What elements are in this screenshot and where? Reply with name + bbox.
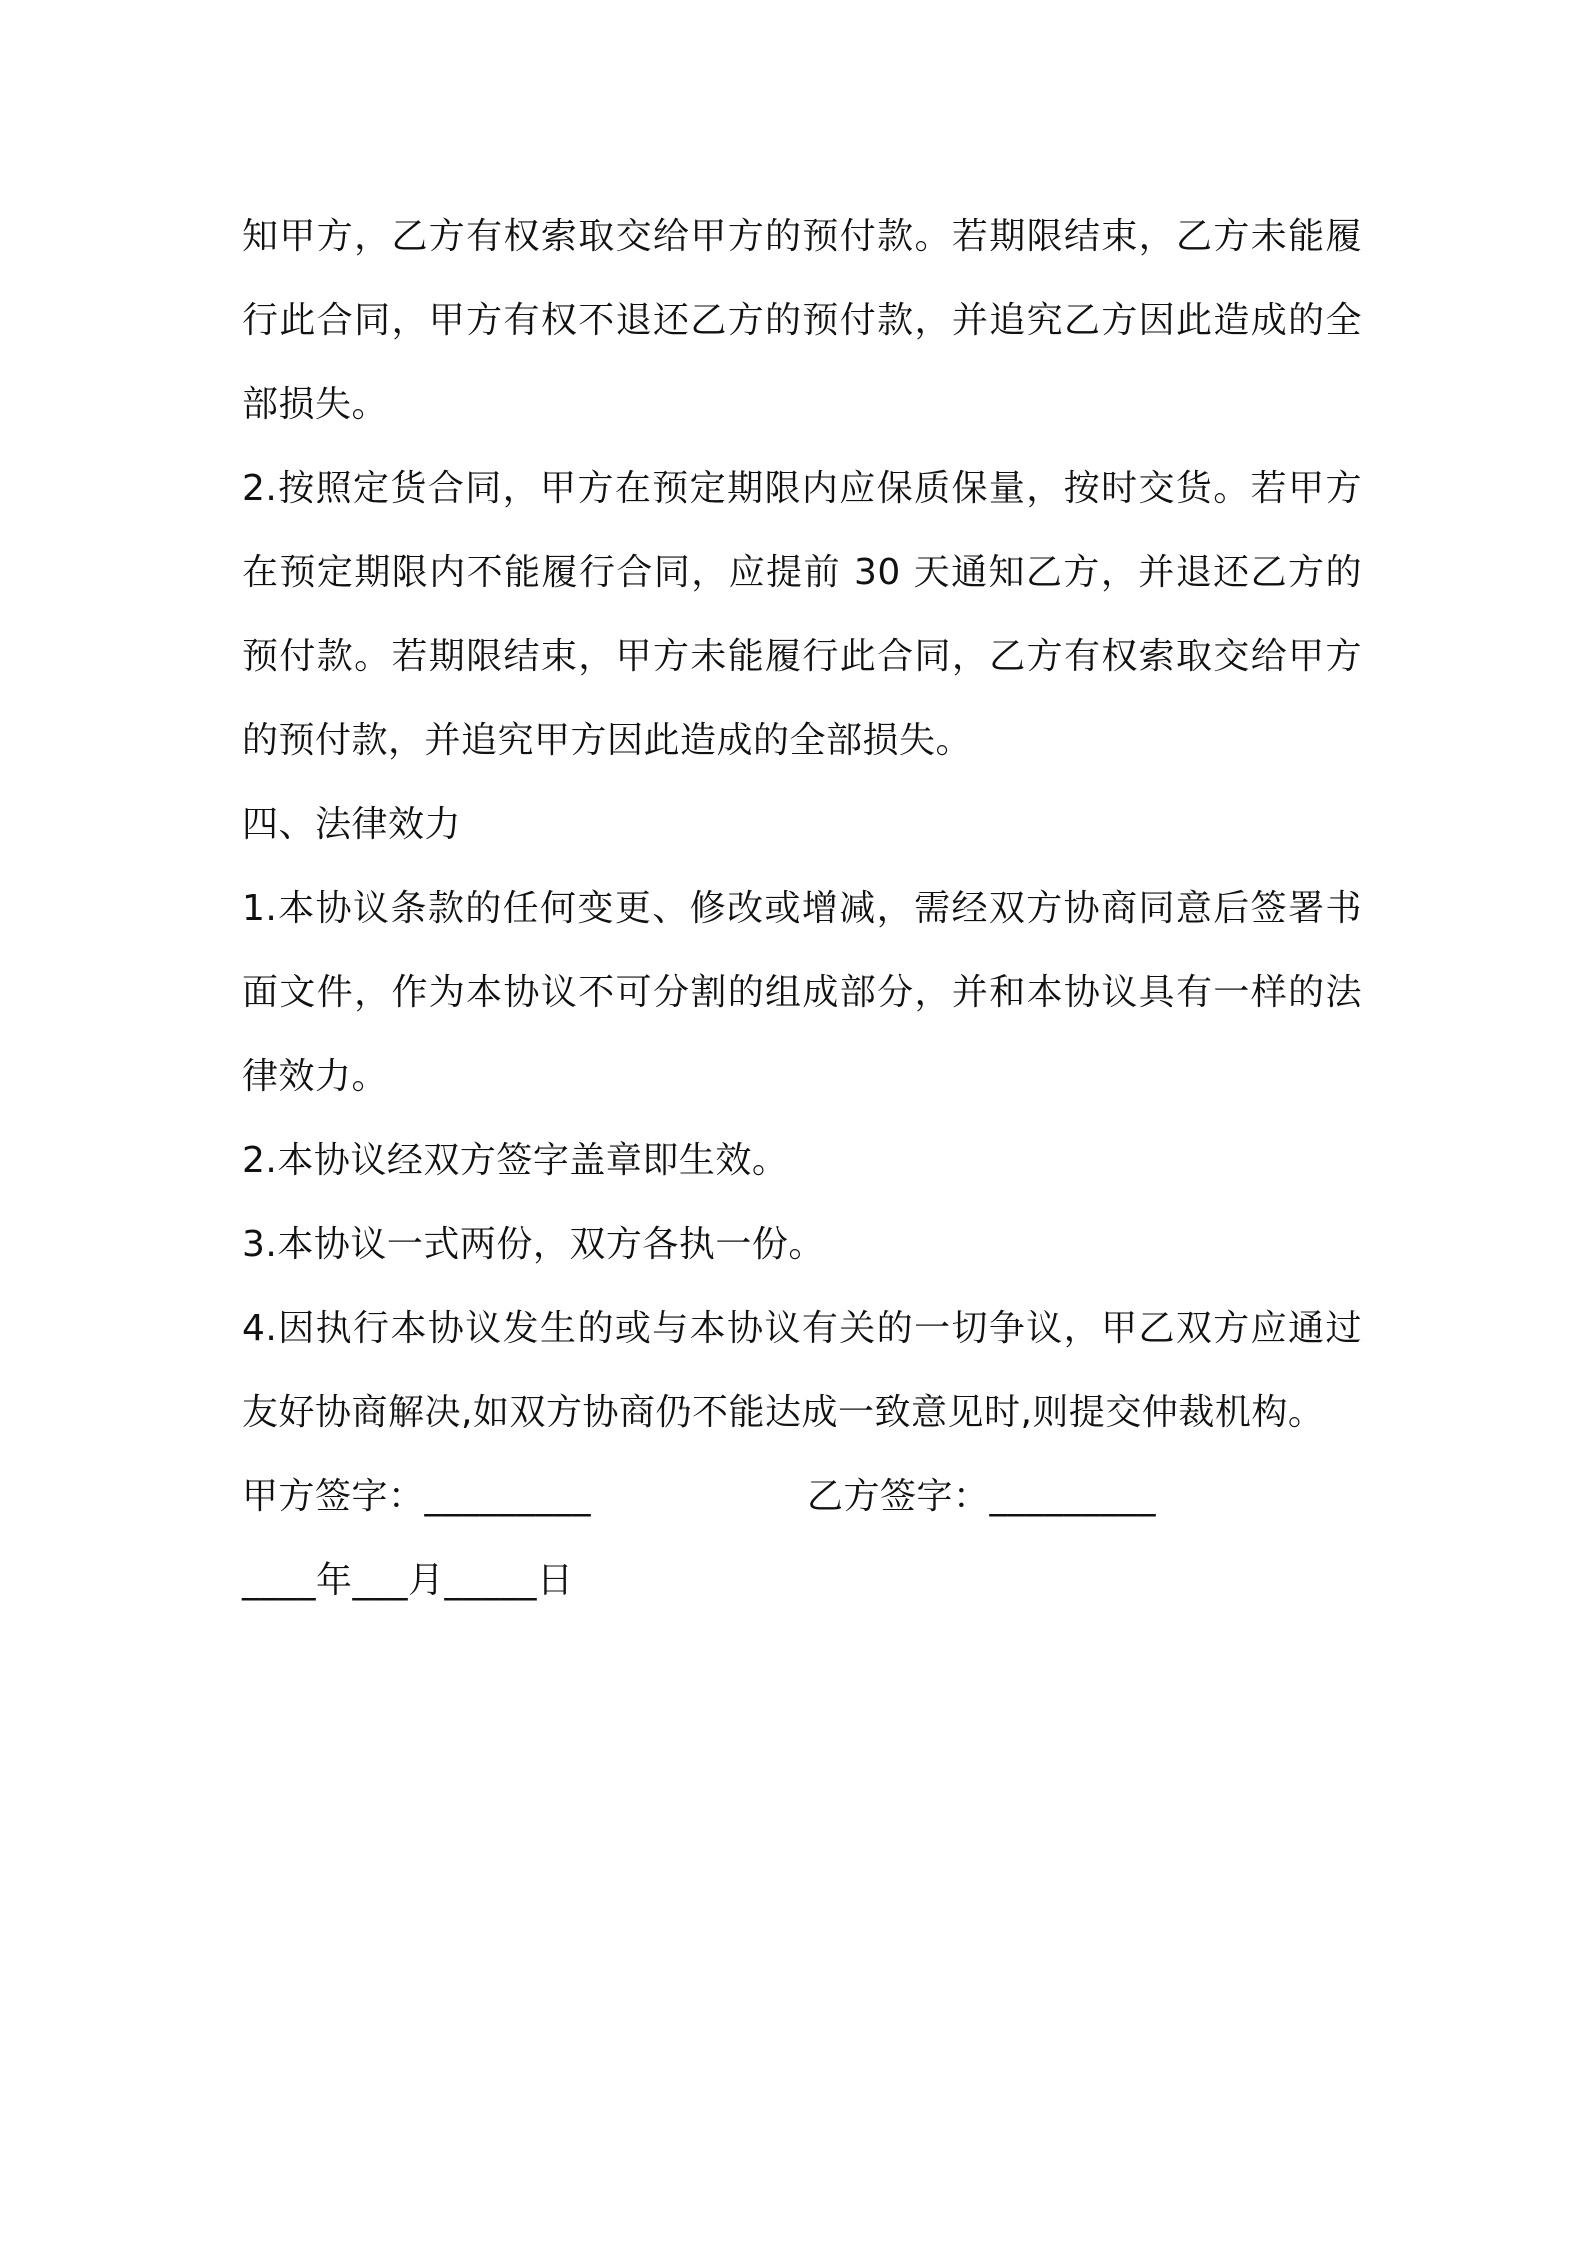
signature-row <box>242 1455 1362 1539</box>
date-line: ____年___月_____日 <box>242 1560 574 1601</box>
paragraph-legal-effect-2: 2.本协议经双方签字盖章即生效。 <box>242 1140 789 1181</box>
paragraph-legal-effect-3: 3.本协议一式两份，双方各执一份。 <box>242 1224 825 1265</box>
paragraph-clause-2-party-a-delivery: 2.按照定货合同，甲方在预定期限内应保质保量，按时交货。若甲方在预定期限内不能履行合同，应提前 30 天通知乙方，并退还乙方的预付款。若期限结束，甲方未能履行此合同，乙方有权索取交给甲方的预付款，并追究甲方因此造成的全部损失。 <box>242 468 1362 761</box>
party-b-signature-line: 乙方签字：_________ <box>807 1476 1157 1517</box>
document-body <box>242 195 1362 1623</box>
paragraph-breach-party-b-continued: 知甲方，乙方有权索取交给甲方的预付款。若期限结束，乙方未能履行此合同，甲方有权不退还乙方的预付款，并追究乙方因此造成的全部损失。 <box>242 216 1362 425</box>
party-a-signature-line: 甲方签字：_________ <box>242 1476 592 1517</box>
paragraph-legal-effect-4: 4.因执行本协议发生的或与本协议有关的一切争议，甲乙双方应通过友好协商解决,如双方协商仍不能达成一致意见时,则提交仲裁机构。 <box>242 1308 1362 1433</box>
section-heading-legal-effect: 四、法律效力 <box>242 804 462 845</box>
paragraph-legal-effect-1: 1.本协议条款的任何变更、修改或增减，需经双方协商同意后签署书面文件，作为本协议不可分割的组成部分，并和本协议具有一样的法律效力。 <box>242 888 1362 1097</box>
